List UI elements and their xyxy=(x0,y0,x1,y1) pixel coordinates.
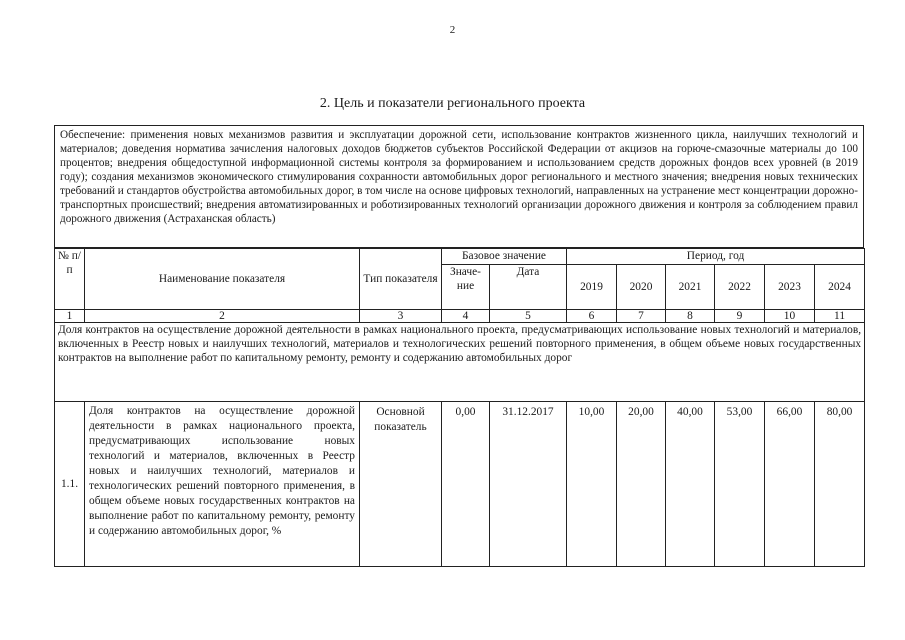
row-base-date: 31.12.2017 xyxy=(490,402,567,567)
column-number: 7 xyxy=(617,310,666,323)
goal-description: Обеспечение: применения новых механизмов развития и эксплуатации дорожной сети, использование контрактов жизненного цикла, наилучших технологий и материалов; доведения норматива зачисления налоговых доходов бюджетов субъектов Российской Федерации от акцизов на горюче-смазочные материалы до 100 процентов; внедрения общедоступной информационной системы контроля за формированием и использованием средств дорожных фондов всех уровней (в 2019 году); создания механизмов экономического стимулирования сохранности автомобильных дорог регионального и местного значения; внедрения новых технических требований и стандартов обустройства автомобильных дорог, в том числе на основе цифровых технологий, направленных на устранение мест концентрации дорожно-транспортных происшествий; внедрения автоматизированных и роботизированных технологий организации дорожного движения и контроля за соблюдением правил дорожного движения (Астраханская область) xyxy=(54,125,864,248)
header-base-value: Значе-ние xyxy=(442,265,490,310)
header-base: Базовое значение xyxy=(442,249,567,265)
header-year: 2023 xyxy=(765,265,815,310)
column-number: 10 xyxy=(765,310,815,323)
row-base-value: 0,00 xyxy=(442,402,490,567)
column-numbers-row xyxy=(55,310,865,323)
page-number: 2 xyxy=(449,24,456,36)
header-year: 2022 xyxy=(715,265,765,310)
column-number: 4 xyxy=(442,310,490,323)
header-period: Период, год xyxy=(567,249,865,265)
row-year-value: 10,00 xyxy=(567,402,617,567)
column-number: 6 xyxy=(567,310,617,323)
indicators-table xyxy=(54,248,865,567)
row-year-value: 40,00 xyxy=(666,402,715,567)
header-name: Наименование показателя xyxy=(85,249,360,310)
header-year: 2020 xyxy=(617,265,666,310)
row-index: 1.1. xyxy=(55,402,85,567)
group-title-row xyxy=(55,323,865,402)
column-number: 8 xyxy=(666,310,715,323)
column-number: 11 xyxy=(815,310,865,323)
header-year: 2021 xyxy=(666,265,715,310)
table-row xyxy=(55,402,865,567)
column-number: 2 xyxy=(85,310,360,323)
column-number: 5 xyxy=(490,310,567,323)
column-number: 3 xyxy=(360,310,442,323)
group-title: Доля контрактов на осуществление дорожной деятельности в рамках национального проекта, предусматривающих использование новых технологий и материалов, включенных в Реестр новых и наилучших технологий, материалов и технологических решений повторного применения, в общем объеме новых государственных контрактов на выполнение работ по капитальному ремонту, ремонту и содержанию автомобильных дорог xyxy=(55,323,865,402)
row-year-value: 80,00 xyxy=(815,402,865,567)
header-type: Тип показателя xyxy=(360,249,442,310)
row-year-value: 53,00 xyxy=(715,402,765,567)
header-num: № п/п xyxy=(55,249,85,310)
header-base-date: Дата xyxy=(490,265,567,310)
column-number: 1 xyxy=(55,310,85,323)
header-year: 2024 xyxy=(815,265,865,310)
row-indicator-name: Доля контрактов на осуществление дорожной деятельности в рамках национального проекта, предусматривающих использование новых технологий и материалов, включенных в Реестр новых и наилучших технологий, материалов и технологических решений повторного применения, в общем объеме новых государственных контрактов на выполнение работ по капитальному ремонту, ремонту и содержанию автомобильных дорог, % xyxy=(85,402,360,567)
header-year: 2019 xyxy=(567,265,617,310)
header-row-1 xyxy=(55,249,865,265)
column-number: 9 xyxy=(715,310,765,323)
row-indicator-type: Основной показатель xyxy=(360,402,442,567)
row-year-value: 66,00 xyxy=(765,402,815,567)
section-title: 2. Цель и показатели регионального проекта xyxy=(319,96,586,111)
row-year-value: 20,00 xyxy=(617,402,666,567)
